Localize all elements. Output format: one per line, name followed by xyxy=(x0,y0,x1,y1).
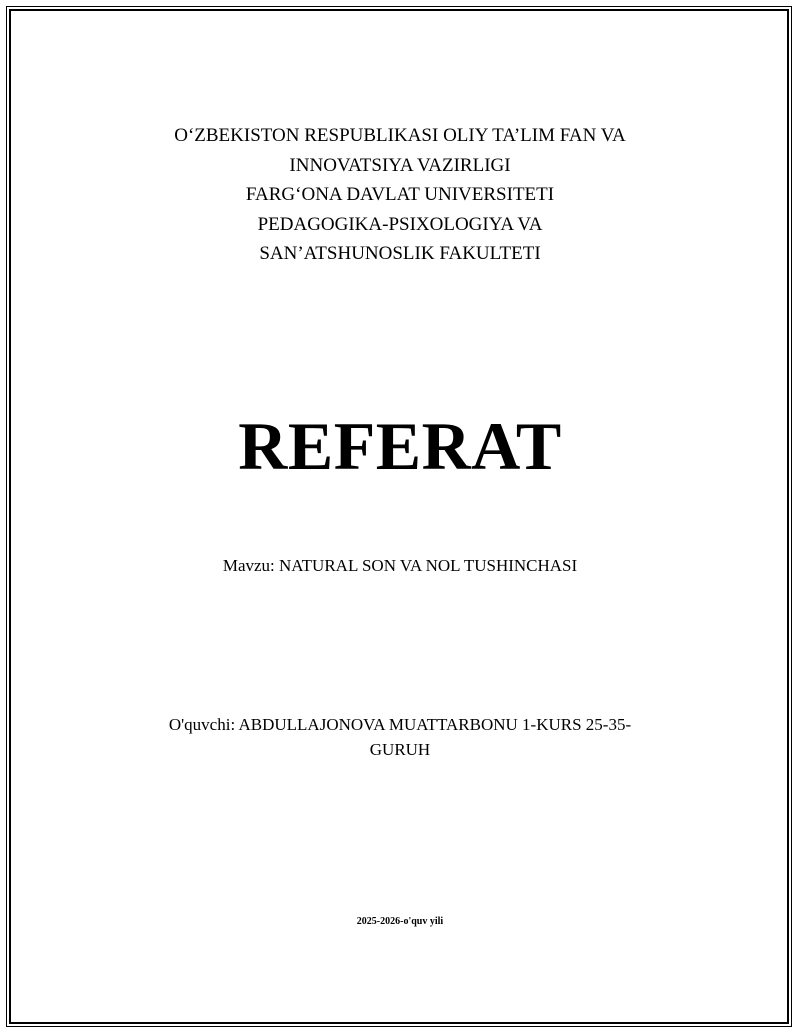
header-line-university: FARG‘ONA DAVLAT UNIVERSITETI xyxy=(245,184,555,205)
student-info xyxy=(140,712,660,762)
header-line-faculty: PEDAGOGIKA-PSIXOLOGIYA VA xyxy=(257,213,543,235)
student-line-group: GURUH xyxy=(369,740,431,759)
header-line-faculty-cont: SAN’ATSHUNOSLIK FAKULTETI xyxy=(259,243,541,264)
topic-line: Mavzu: NATURAL SON VA NOL TUSHINCHASI xyxy=(222,556,578,575)
header-line-ministry-cont: INNOVATSIYA VAZIRLIGI xyxy=(289,154,511,176)
document-title: REFERAT xyxy=(238,408,562,484)
header-line-ministry: O‘ZBEKISTON RESPUBLIKASI OLIY TA’LIM FAN VA xyxy=(174,125,626,146)
student-line-name: O'quvchi: ABDULLAJONOVA MUATTARBONU 1-KURS 25-35- xyxy=(168,715,632,734)
institution-header xyxy=(0,121,800,269)
academic-year: 2025-2026-o'quv yili xyxy=(356,916,444,927)
